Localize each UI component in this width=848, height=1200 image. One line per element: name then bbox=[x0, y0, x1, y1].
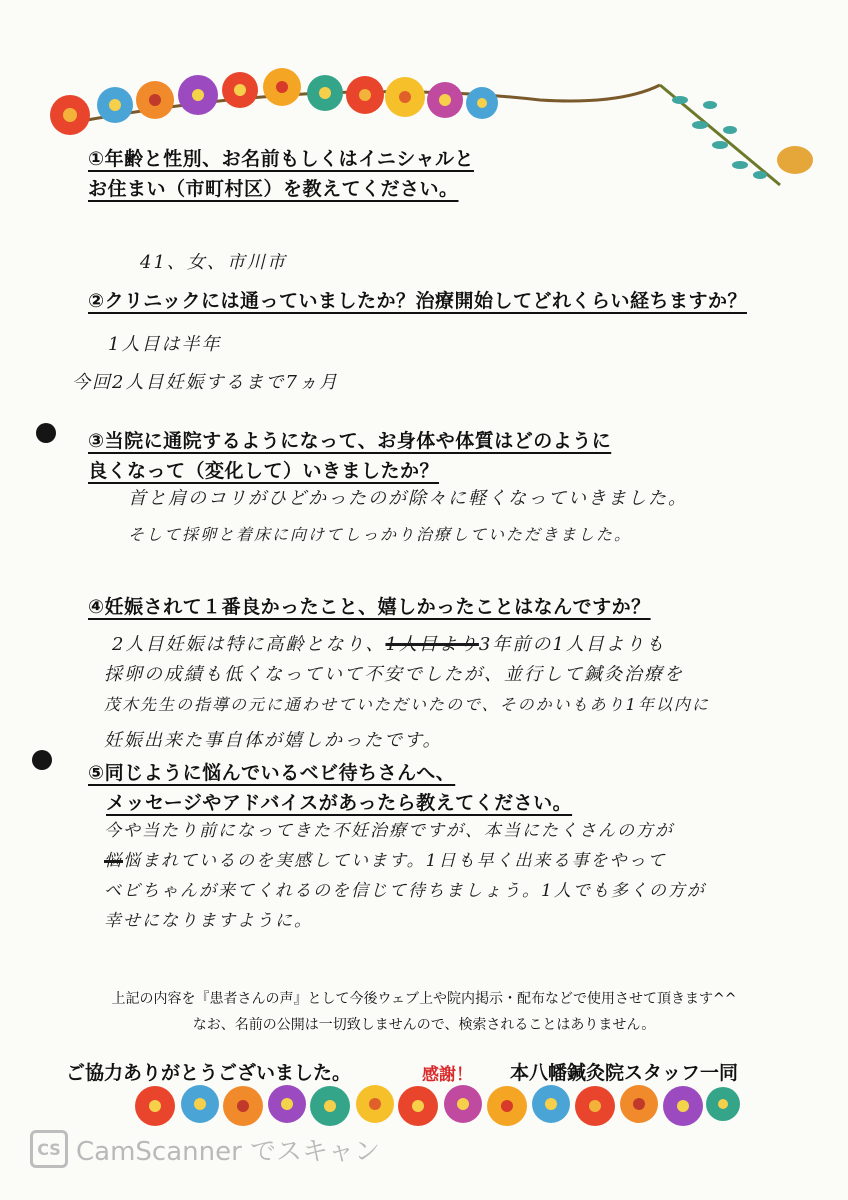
question-2-line1: ②クリニックには通っていましたか？治療開始してどれくらい経ちますか？ bbox=[88, 290, 747, 312]
answer-4-line1-struck: 1人目より bbox=[385, 634, 479, 655]
answer-4-line1-pre: 2人目妊娠は特に高齢となり、 bbox=[112, 634, 386, 655]
staff-signature: 本八幡鍼灸院スタッフ一同 bbox=[510, 1062, 739, 1084]
bird-icon bbox=[777, 146, 813, 174]
answer-5-line2-struck: 悩 bbox=[104, 851, 123, 871]
privacy-note: なお、名前の公開は一切致しませんので、検索されることはありません。 bbox=[192, 1017, 656, 1033]
kansha-label: 感謝！ bbox=[422, 1065, 473, 1085]
camscanner-watermark bbox=[30, 1130, 380, 1168]
question-1 bbox=[88, 144, 474, 204]
binder-hole bbox=[32, 750, 52, 770]
question-1-line1: ①年齢と性別、お名前もしくはイニシャルと bbox=[88, 148, 474, 170]
thanks-message: ご協力ありがとうございました。 bbox=[66, 1062, 352, 1084]
answer-4-line3: 茂木先生の指導の元に通わせていただいたので、そのかいもあり1年以内に bbox=[104, 695, 710, 714]
usage-note: 上記の内容を『患者さんの声』として今後ウェブ上や院内掲示・配布などで使用させて頂きます^^ bbox=[111, 991, 737, 1007]
question-4 bbox=[88, 592, 651, 622]
answer-5-line2 bbox=[104, 846, 666, 871]
flower-cluster bbox=[50, 68, 498, 135]
answer-5-line2-text: 悩まれているのを実感しています。1日も早く出来る事をやって bbox=[123, 851, 667, 871]
answer-3-line2: そして採卵と着床に向けてしっかり治療していただきました。 bbox=[128, 525, 633, 544]
camscanner-text: CamScanner でスキャン bbox=[76, 1136, 381, 1167]
answer-4-line1-post: 3年前の1人目よりも bbox=[478, 634, 666, 655]
answer-5-line3: ベビちゃんが来てくれるのを信じて待ちましょう。1人でも多くの方が bbox=[104, 881, 706, 901]
question-3-line1: ③当院に通院するようになって、お身体や体質はどのように bbox=[88, 430, 612, 452]
question-1-line2: お住まい（市町村区）を教えてください。 bbox=[88, 178, 459, 200]
answer-5-line1: 今や当たり前になってきた不妊治療ですが、本当にたくさんの方が bbox=[104, 821, 674, 841]
question-5 bbox=[88, 758, 572, 818]
answer-2-line1: 1人目は半年 bbox=[108, 334, 222, 355]
answer-2-line2: 今回2人目妊娠するまで7ヵ月 bbox=[72, 372, 339, 393]
answer-4-line4: 妊娠出来た事自体が嬉しかったです。 bbox=[104, 730, 443, 751]
question-5-line2: メッセージやアドバイスがあったら教えてください。 bbox=[106, 792, 573, 814]
bottom-flower-garland bbox=[125, 1078, 745, 1134]
question-5-line1: ⑤同じように悩んでいるベビ待ちさんへ、 bbox=[88, 762, 456, 784]
answer-3-line1: 首と肩のコリがひどかったのが除々に軽くなっていきました。 bbox=[128, 488, 688, 509]
answer-5-line4: 幸せになりますように。 bbox=[104, 911, 313, 931]
answer-4-line2: 採卵の成績も低くなっていて不安でしたが、並行して鍼灸治療を bbox=[104, 664, 684, 685]
binder-hole bbox=[36, 423, 56, 443]
question-3 bbox=[88, 426, 611, 486]
question-4-line1: ④妊娠されて１番良かったこと、嬉しかったことはなんですか？ bbox=[88, 596, 651, 618]
camscanner-logo-icon: CS bbox=[30, 1130, 68, 1168]
answer-1: 41、女、市川市 bbox=[140, 252, 287, 273]
question-2 bbox=[88, 286, 747, 316]
question-3-line2: 良くなって（変化して）いきましたか？ bbox=[88, 460, 440, 482]
answer-4-line1 bbox=[112, 630, 666, 656]
